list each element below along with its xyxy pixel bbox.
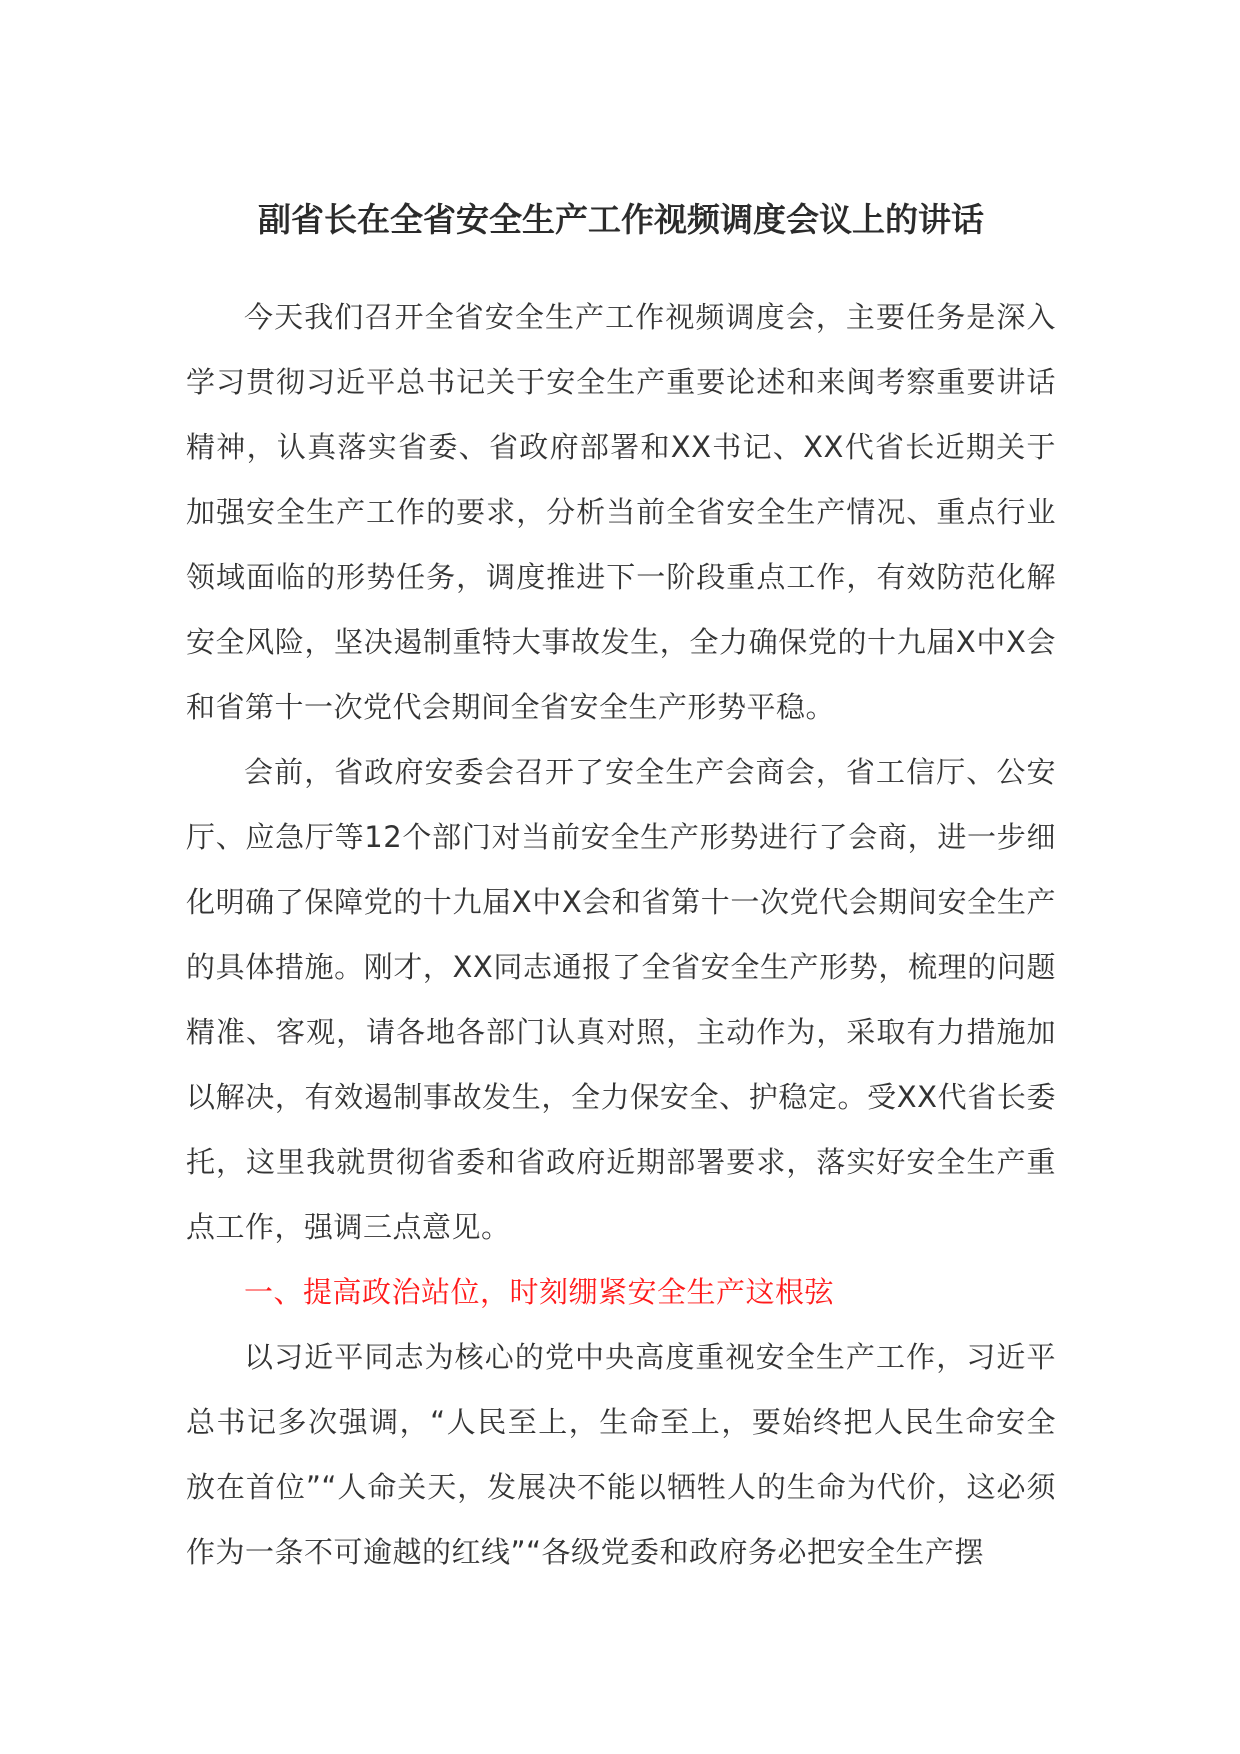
section-heading: 一、提高政治站位，时刻绷紧安全生产这根弦 <box>244 1275 835 1309</box>
intro-paragraph: 今天我们召开全省安全生产工作视频调度会，主要任务是深入学习贯彻习近平总书记关于安全生产重要论述和来闽考察重要讲话精神，认真落实省委、省政府部署和XX书记、XX代省长近期关于加强安全生产工作的要求，分析当前全省安全生产情况、重点行业领域面临的形势任务，调度推进下一阶段重点工作，有效防范化解安全风险，坚决遏制重特大事故发生，全力确保党的十九届X中X会和省第十一次党代会期间全省安全生产形势平稳。 <box>186 300 1056 724</box>
section-paragraph: 以习近平同志为核心的党中央高度重视安全生产工作，习近平总书记多次强调，“人民至上，生命至上，要始终把人民生命安全放在首位”“人命关天，发展决不能以牺牲人的生命为代价，这必须作为一条不可逾越的红线”“各级党委和政府务必把安全生产摆 <box>186 1340 1056 1569</box>
context-paragraph: 会前，省政府安委会召开了安全生产会商会，省工信厅、公安厅、应急厅等12个部门对当前安全生产形势进行了会商，进一步细化明确了保障党的十九届X中X会和省第十一次党代会期间安全生产的具体措施。刚才，XX同志通报了全省安全生产形势，梳理的问题精准、客观，请各地各部门认真对照，主动作为，采取有力措施加以解决，有效遏制事故发生，全力保安全、护稳定。受XX代省长委托，这里我就贯彻省委和省政府近期部署要求，落实好安全生产重点工作，强调三点意见。 <box>186 755 1056 1244</box>
document-page <box>186 0 1056 1754</box>
document-body <box>186 285 1056 1585</box>
document-title: 副省长在全省安全生产工作视频调度会议上的讲话 <box>258 200 984 239</box>
